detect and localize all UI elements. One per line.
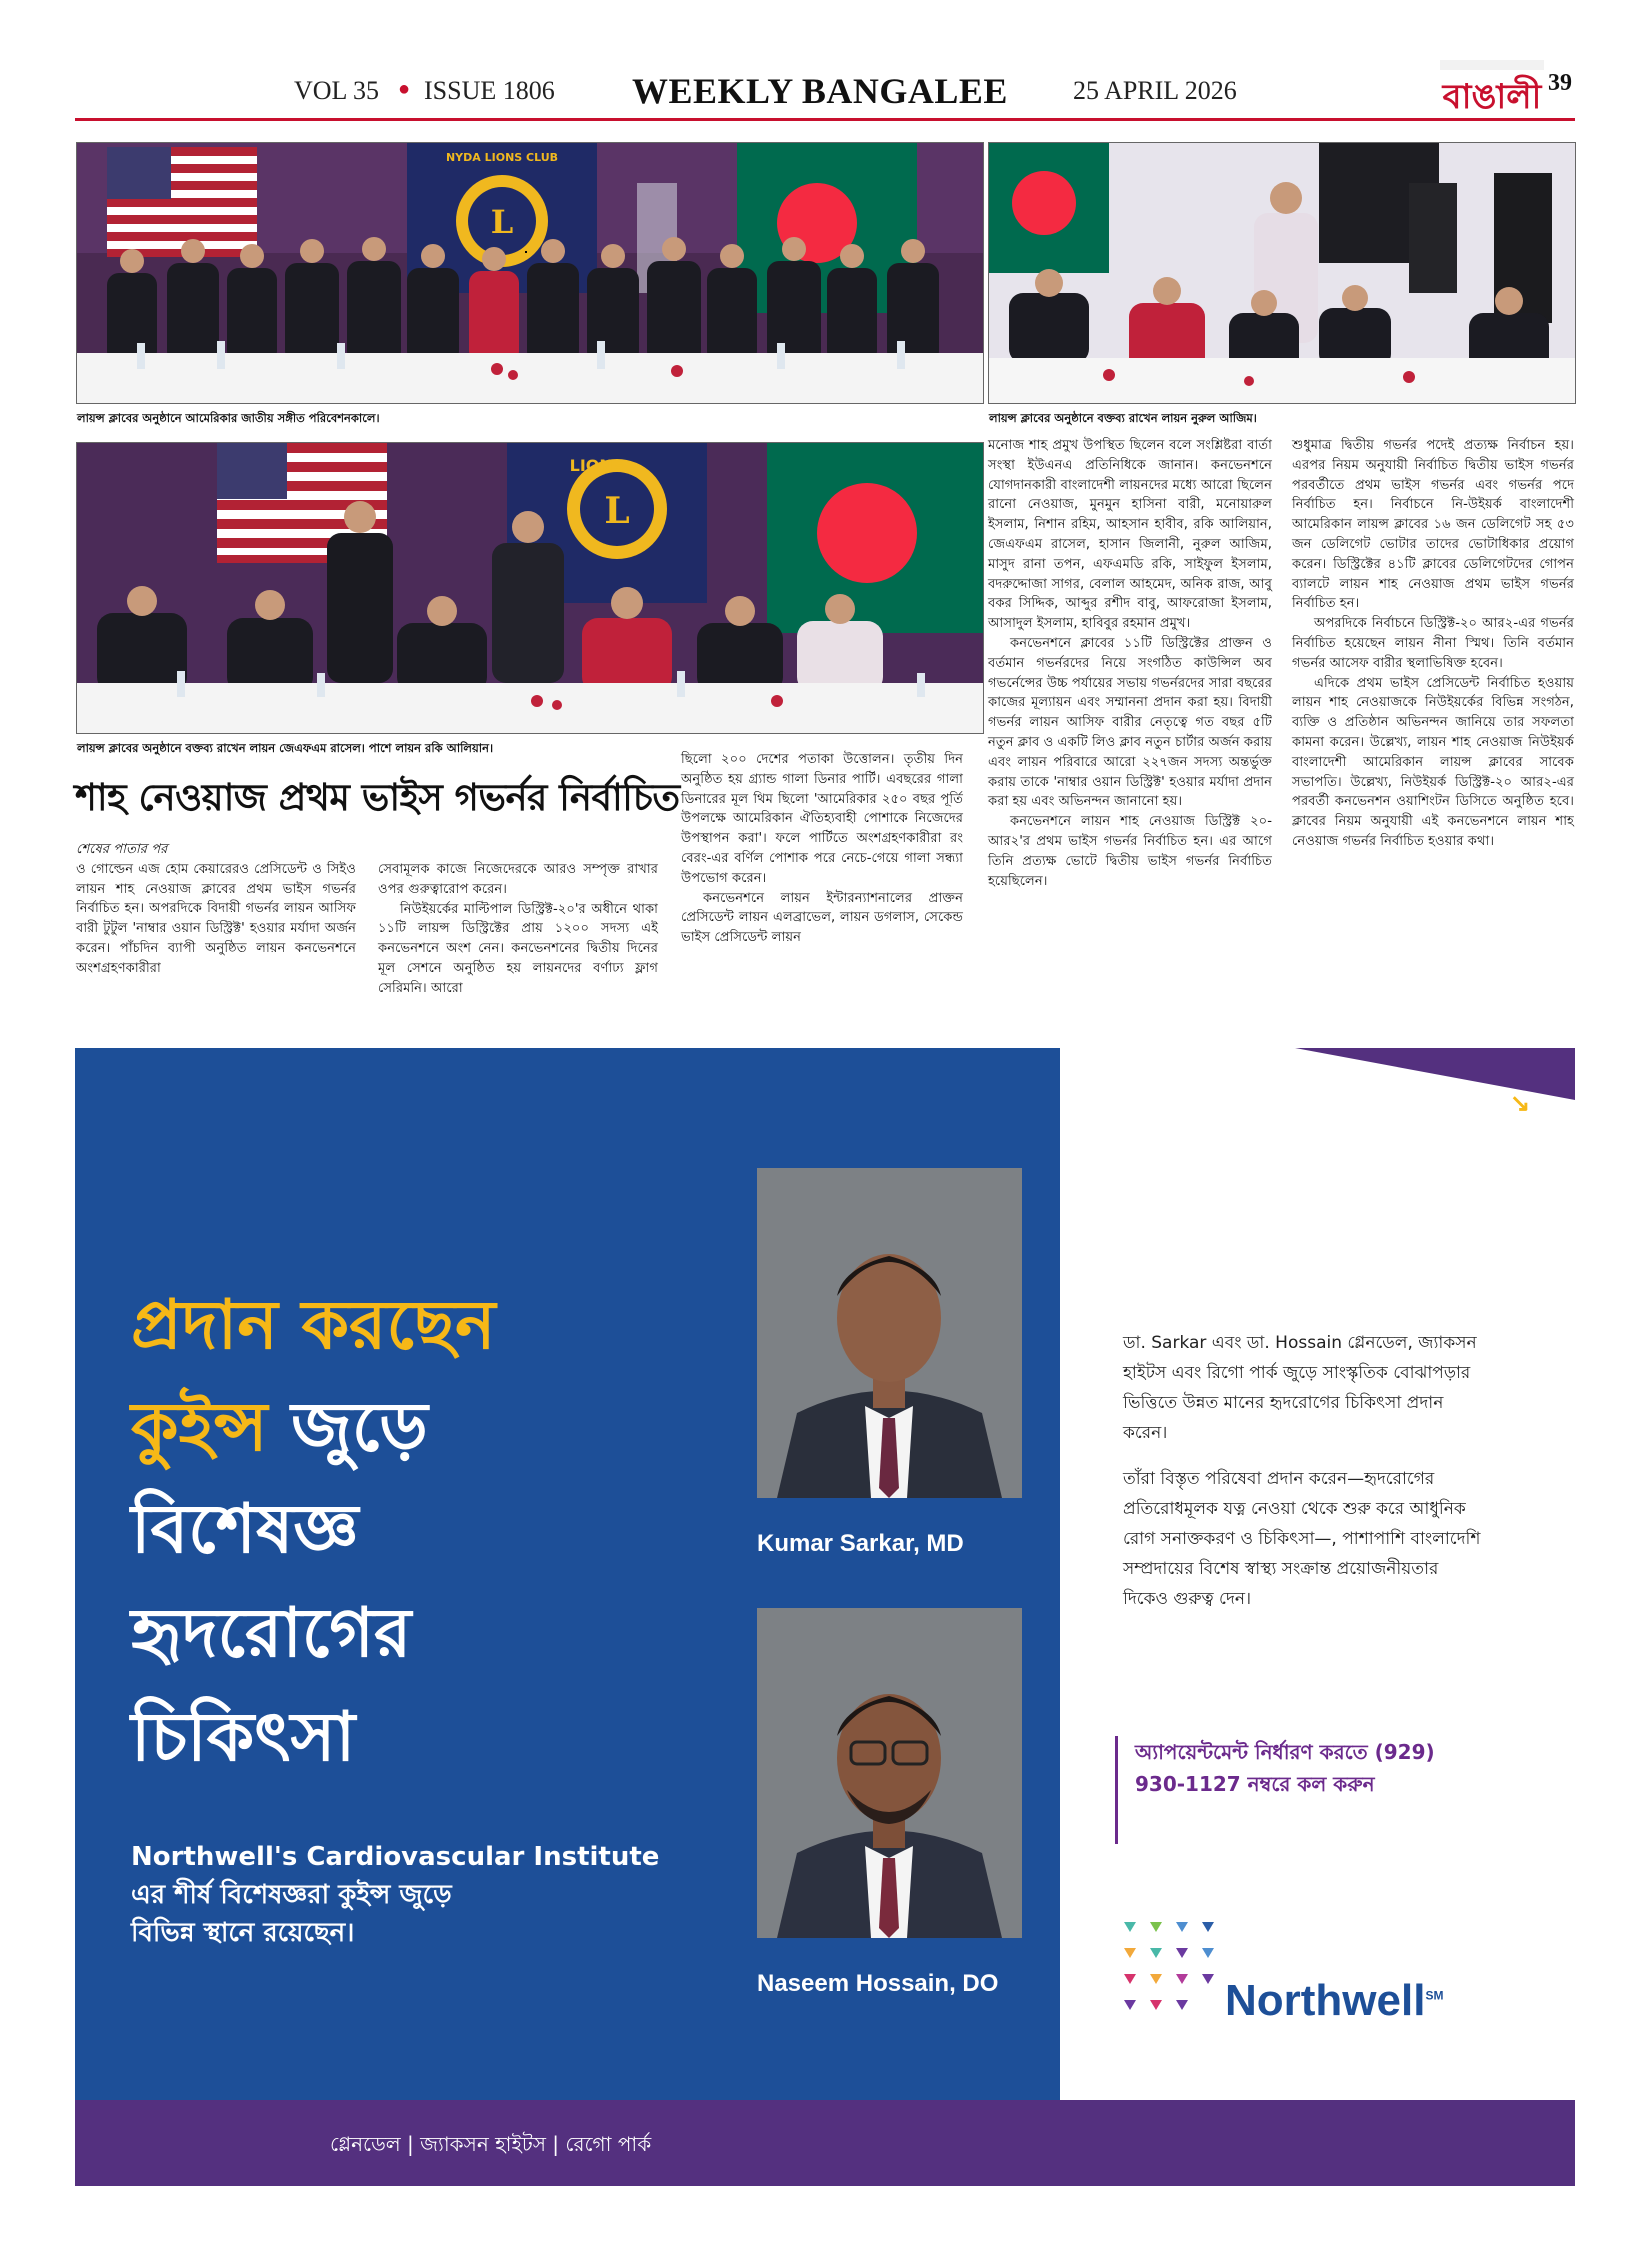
svg-text:L: L [490, 203, 514, 241]
raise-health-logo: RAISE ↘ HEALTH [1430, 1090, 1531, 1145]
photo-caption: লায়ন্স ক্লাবের অনুষ্ঠানে বক্তব্য রাখেন লায়ন নুরুল আজিম। [989, 411, 1257, 425]
ad-locations: গ্লেনডেল | জ্যাকসন হাইটস | রেগো পার্ক [330, 2132, 652, 2156]
article-column-5 [1292, 436, 1574, 852]
article-column-2 [378, 860, 658, 999]
photo-speech-nurul [988, 142, 1576, 404]
page-number: 39 [1548, 70, 1572, 96]
arrow-icon: ↘ [1503, 1090, 1531, 1117]
paragraph: অপরদিকে নির্বাচনে ডিস্ট্রিক্ট-২০ আর২-এর গভর্নর নির্বাচিত হয়েছেন লায়ন নীনা স্মিথ। তিনি বর্তমান গভর্নর আসেফ বারীর স্থলাভিষিক্ত হবেন। [1292, 616, 1574, 671]
paragraph: কনভেনশনে লায়ন ইন্টারন্যাশনালের প্রাক্তন প্রেসিডেন্ট লায়ন এলব্রাভেল, লায়ন ডগলাস, সেকেন্ড ভাইস প্রেসিডেন্ট লায়ন [681, 890, 963, 946]
northwell-mark-icon [1118, 1914, 1228, 2024]
article-headline: শাহ নেওয়াজ প্রথম ভাইস গভর্নর নির্বাচিত [75, 776, 680, 819]
article-column-3 [681, 750, 963, 948]
svg-text:NYDA LIONS CLUB: NYDA LIONS CLUB [445, 151, 559, 164]
paragraph: সেবামূলক কাজে নিজেদেরকে আরও সম্পৃক্ত রাখার ওপর গুরুত্বারোপ করেন। [378, 862, 658, 897]
volume-label: VOL 35 [294, 76, 379, 105]
svg-text:LIONS: LIONS [569, 456, 625, 475]
northwell-advertisement [75, 1048, 1575, 2186]
appointment-rule [1115, 1736, 1118, 1844]
issue-date: 25 APRIL 2026 [1073, 76, 1237, 105]
paragraph: কনভেনশনে লায়ন শাহ নেওয়াজ ডিস্ট্রিক্ট ২০-আর২'র প্রথম ভাইস গভর্নর নির্বাচিত হন। এর আগে তিনি প্রত্যক্ষ ভোটে দ্বিতীয় ভাইস গভর্নর নির্বাচিত হয়েছিলেন। [988, 814, 1272, 889]
ad-headline-line3: বিশেষজ্ঞ [131, 1490, 359, 1569]
newspaper-title: WEEKLY BANGALEE [632, 71, 1008, 111]
photo-caption: লায়ন্স ক্লাবের অনুষ্ঠানে আমেরিকার জাতীয় সঙ্গীত পরিবেশনকালে। [77, 411, 380, 425]
svg-text:L: L [604, 490, 630, 532]
paragraph: শুধুমাত্র দ্বিতীয় গভর্নর পদেই প্রত্যক্ষ নির্বাচন হয়। এরপর নিয়ম অনুযায়ী নির্বাচিত দ্বিতীয় ভাইস গভর্নর পরবর্তীতে প্রথম ভাইস গভর্নর এবং গভর্নর পদে নির্বাচিত হন। নির্বাচনে নি-উইয়র্ক বাংলাদেশী আমেরিকান লায়ন্স ক্লাবের ১৬ জন ডেলিগেট সহ ৫৩ জন ডেলিগেট ভোটার তাদের ভোটাধিকার প্রয়োগ করেন। ডিস্ট্রিক্টের ৪১টি ক্লাবের ডেলিগেটদের গোপন ব্যালটে লায়ন শাহ নেওয়াজ প্রথম ভাইস গভর্নর নির্বাচিত হন। [1292, 438, 1574, 612]
northwell-wordmark: Northwell℠ [1225, 1976, 1444, 2025]
issue-label: ISSUE 1806 [424, 76, 555, 105]
paragraph: ও গোল্ডেন এজ হোম কেয়ারেরও প্রেসিডেন্ট ও সিইও লায়ন শাহ নেওয়াজ ক্লাবের প্রথম ভাইস গভর্নর নির্বাচিত হন। অপরদিকে বিদায়ী গভর্নর লায়ন আসিফ বারী টুটুল 'নাম্বার ওয়ান ডিস্ট্রিক্ট' হওয়ার মর্যাদা অর্জন করেন। পাঁচদিন ব্যাপী অনুষ্ঠিত লায়ন কনভেনশনে অংশগ্রহণকারীরা [76, 861, 356, 976]
appointment-callout: অ্যাপয়েন্টমেন্ট নির্ধারণ করতে (929) 930-1127 নম্বরে কল করুন [1135, 1740, 1435, 1796]
logo-text: বাঙালী [1442, 77, 1542, 117]
us-flag-icon [107, 147, 257, 257]
doctor-photo-kumar [757, 1168, 1022, 1498]
bangalee-logo [1440, 60, 1544, 122]
paragraph: নিউইয়র্কের মাল্টিপাল ডিস্ট্রিক্ট-২০'র অধীনে থাকা ১১টি লায়ন্স ডিস্ট্রিক্টের প্রায় ১২০০ সদস্য এই কনভেনশনে অংশ নেন। কনভেনশনের দ্বিতীয় দিনের মূল সেশনে অনুষ্ঠিত হয় লায়নদের বর্ণাঢ্য ফ্লাগ সেরিমনি। আরো [378, 901, 658, 996]
bangladesh-flag-icon [767, 443, 983, 633]
doctor-photo-naseem [757, 1608, 1022, 1938]
bangladesh-flag-icon [989, 143, 1109, 273]
doctor-name: Kumar Sarkar, MD [757, 1530, 964, 1557]
ad-headline-line1: প্রদান করছেন [131, 1286, 496, 1365]
ad-headline-line5: চিকিৎসা [131, 1698, 356, 1777]
doctor-name: Naseem Hossain, DO [757, 1970, 999, 1997]
masthead-rule [75, 118, 1575, 121]
photo-caption: লায়ন্স ক্লাবের অনুষ্ঠানে বক্তব্য রাখেন লায়ন জেএফএম রাসেল। পাশে লায়ন রকি আলিয়ান। [77, 741, 494, 755]
photo-speech-rasel [76, 442, 984, 734]
bullet-icon: ● [398, 78, 411, 100]
article-column-1 [76, 840, 356, 979]
paragraph: এদিকে প্রথম ভাইস প্রেসিডেন্ট নির্বাচিত হওয়ায় লায়ন শাহ নেওয়াজকে নিউইয়র্কের বিভিন্ন সংগঠন, ব্যক্তি ও প্রতিষ্ঠান অভিনন্দন জানিয়ে তার সফলতা কামনা করেন। উল্লেখ্য, লায়ন শাহ নেওয়াজ নিউইয়র্ক বাংলাদেশী আমেরিকান লায়ন্স ক্লাবের সাবেক সভাপতি। উল্লেখ্য, নিউইয়র্ক ডিস্ট্রিক্ট-২০ আর২-এর পরবর্তী কনভেনশন ওয়াশিংটন ডিসিতে অনুষ্ঠিত হবে। ক্লাবের নিয়ম অনুযায়ী এই কনভেনশনে লায়ন শাহ নেওয়াজ গভর্নর নির্বাচিত হওয়ার কথা। [1292, 675, 1574, 849]
ad-description: ডা. Sarkar এবং ডা. Hossain গ্লেনডেল, জ্যাকসন হাইটস এবং রিগো পার্ক জুড়ে সাংস্কৃতিক বোঝাপড়ার ভিত্তিতে উন্নত মানের হৃদরোগের চিকিৎসা প্রদান করেন। তাঁরা বিস্তৃত পরিষেবা প্রদান করেন—হৃদরোগের প্রতিরোধমূলক যত্ন নেওয়া থেকে শুরু করে আধুনিক রোগ সনাক্তকরণ ও চিকিৎসা—, পাশাপাশি বাংলাদেশি সম্প্রদায়ের বিশেষ স্বাস্থ্য সংক্রান্ত প্রয়োজনীয়তার দিকেও গুরুত্ব দেন। [1123, 1333, 1481, 1609]
paragraph: কনভেনশনে ক্লাবের ১১টি ডিস্ট্রিক্টের প্রাক্তন ও বর্তমান গভর্নরদের নিয়ে সংগঠিত কাউন্সিল অব গভর্নেন্সের উচ্চ পর্যায়ের সভায় গভর্নরদের সারা বছরের কাজের মূল্যায়ন এবং সম্মাননা প্রদান করা হয়। বিদায়ী গভর্নর লায়ন আসিফ বারীর নেতৃত্বে গত বছর ৫টি নতুন ক্লাব ও একটি লিও ক্লাব নতুন চার্টার অর্জন করায় এবং লায়ন পরিবারে আরো ২২৭জন সদস্য অন্তর্ভুক্ত করায় তাকে 'নাম্বার ওয়ান ডিস্ট্রিক্ট' হওয়ার মর্যাদা প্রদান করা হয় এবং অভিনন্দন জানানো হয়। [988, 635, 1272, 810]
article-column-4 [988, 436, 1272, 891]
ad-subtext: Northwell's Cardiovascular Institute এর শীর্ষ বিশেষজ্ঞরা কুইন্স জুড়ে বিভিন্ন স্থানে রয়েছেন। [131, 1842, 660, 1948]
paragraph: মনোজ শাহ প্রমুখ উপস্থিত ছিলেন বলে সংশ্লিষ্টরা বার্তা সংস্থা ইউএনএ প্রতিনিধিকে জানান। কনভেনশনে যোগদানকারী বাংলাদেশী লায়নদের মধ্যে আরো ছিলেন রানো নেওয়াজ, মুনমুন হাসিনা বারী, মনোয়ারুল ইসলাম, নিশান রহিম, আহসান হাবীব, রকি আলিয়ান, জেএফএম রাসেল, হাসান জিলানী, নুরুল আজিম, মাসুদ রানা তপন, এফএমডি রকি, সাইফুল ইসলাম, বদরুদ্দোজা সাগর, বেলাল আহমেদ, অনিক রাজ, আবু বকর সিদ্দিক, আব্দুর রশীদ বাবু, আফরোজা ইসলাম, আসাদুল ইসলাম, হাবিবুর রহমান প্রমুখ। [988, 438, 1272, 632]
continued-label: শেষের পাতার পর [76, 842, 168, 857]
ad-headline-line4: হৃদরোগের [131, 1594, 412, 1673]
paragraph: ছিলো ২০০ দেশের পতাকা উত্তোলন। তৃতীয় দিন অনুষ্ঠিত হয় গ্র্যান্ড গালা ডিনার পার্টি। এবছরের গালা ডিনারের মূল থিম ছিলো 'আমেরিকার ২৫০ বছর পূর্তি উপলক্ষে আমেরিকান ঐতিহ্যবাহী পোশাকে নিজেদের উপস্থাপন করা'। ফলে পার্টিতে অংশগ্রহণকারীরা রং বেরং-এর বর্ণিল পোশাক পরে নেচে-গেয়ে গালা সন্ধ্যা উপভোগ করেন। [681, 752, 963, 886]
photo-anthem [76, 142, 984, 404]
ad-footer-bar [75, 2100, 1575, 2186]
ad-headline-line2: কুইন্স জুড়ে [131, 1388, 428, 1467]
